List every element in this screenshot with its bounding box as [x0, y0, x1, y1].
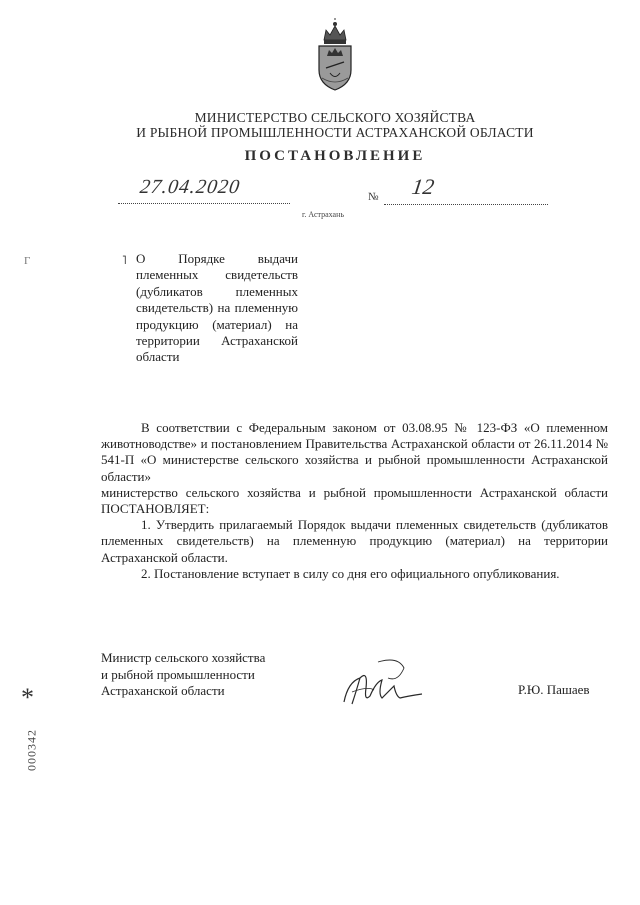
ministry-name-line1: МИНИСТЕРСТВО СЕЛЬСКОГО ХОЗЯЙСТВА: [194, 110, 476, 125]
ministry-name: [100, 110, 570, 140]
item-2-paragraph: 2. Постановление вступает в силу со дня его официального опубликования.: [141, 565, 560, 581]
ministry-name-line2: И РЫБНОЙ ПРОМЫШЛЕННОСТИ АСТРАХАНСКОЙ ОБЛАСТИ: [136, 125, 534, 140]
signer-title: [101, 650, 301, 700]
document-date: 27.04.2020: [138, 176, 242, 198]
preamble-paragraph: В соответствии с Федеральным законом от 03.08.95 № 123-ФЗ «О племенном животноводстве» и постановлением Правительства Астраханской области от 26.11.2014 № 541-П «О министерстве сельского хозяйства и рыбной промышленности Астраханской области»: [101, 420, 608, 484]
number-underline: [384, 196, 548, 205]
document-type-title: ПОСТАНОВЛЕНИЕ: [244, 148, 426, 164]
signer-name: Р.Ю. Пашаев: [518, 682, 590, 697]
item-1-paragraph: 1. Утвердить прилагаемый Порядок выдачи племенных свидетельств (дубликатов племенных свидетельств) на племенную продукцию (материал) на территории Астраханской области.: [101, 517, 608, 565]
coat-of-arms-emblem: [310, 18, 360, 98]
resolving-paragraph: министерство сельского хозяйства и рыбной промышленности Астраханской области ПОСТАНОВЛЯЕТ:: [101, 484, 608, 517]
serial-number: 000342: [24, 729, 39, 771]
asterisk-mark: *: [21, 683, 34, 712]
signer-title-line3: Астраханской области: [101, 683, 225, 698]
signer-title-line2: и рыбной промышленности: [101, 666, 255, 682]
city-label: г. Астрахань: [302, 210, 345, 219]
document-subject: О Порядке выдачи племенных свидетельств (дубликатов племенных свидетельств) на племенную продукцию (материал) на территории Астраханской области: [136, 251, 298, 365]
document-number: 12: [410, 174, 436, 199]
signer-title-line1: Министр сельского хозяйства: [101, 650, 266, 665]
subject-bracket: ˥: [122, 253, 127, 267]
document-body: [101, 420, 608, 582]
margin-mark: Г: [24, 255, 31, 267]
handwritten-signature: [338, 652, 428, 712]
number-label: №: [368, 191, 379, 203]
